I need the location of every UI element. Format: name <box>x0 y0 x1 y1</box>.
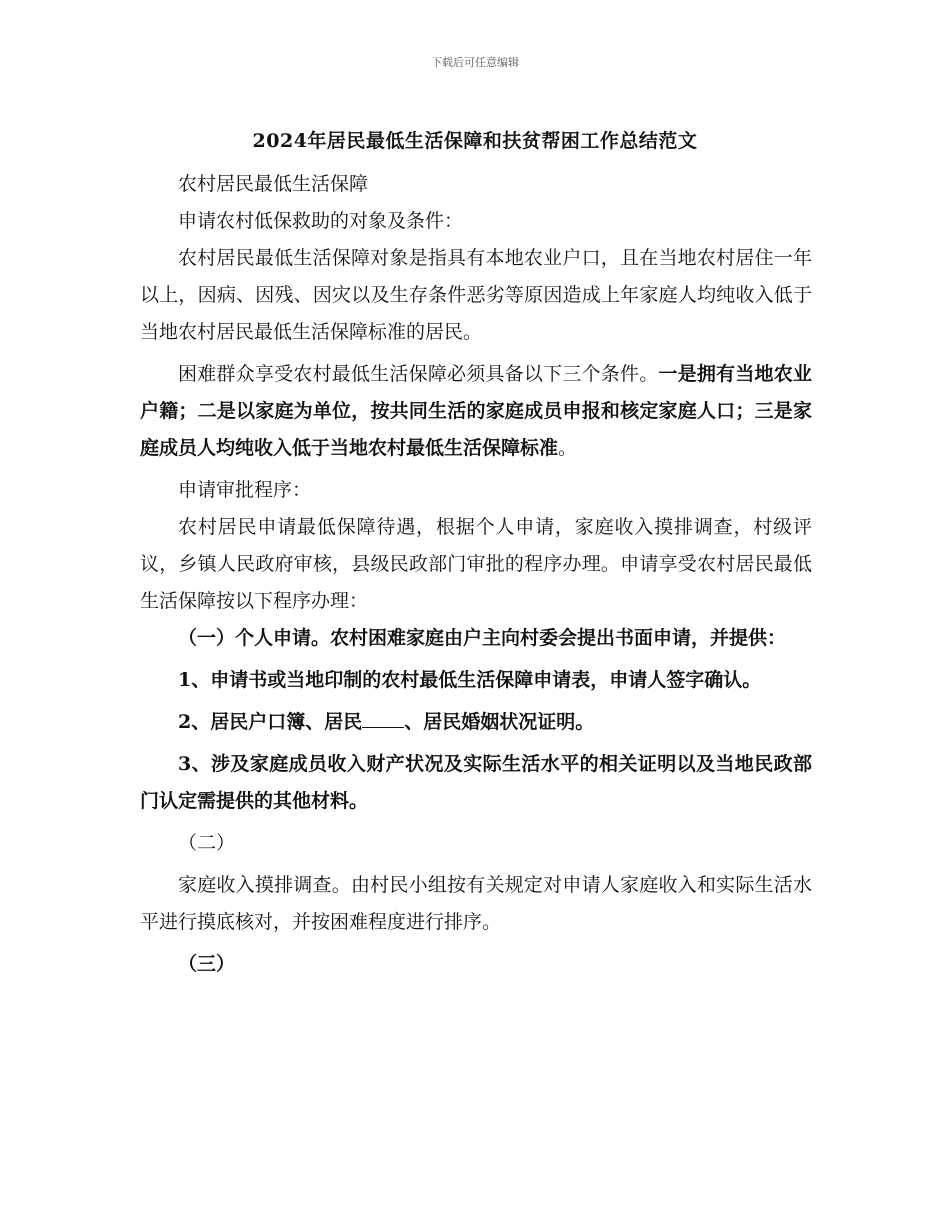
paragraph: 申请农村低保救助的对象及条件： <box>178 210 464 232</box>
blank-underline <box>362 711 404 728</box>
paragraph: 农村居民最低生活保障对象是指具有本地农业户口，且在当地农村居住一年以上，因病、因残、因灾以及生存条件恶劣等原因造成上年家庭人均纯收入低于当地农村居民最低生活保障标准的居民。 <box>140 247 812 343</box>
header-note: 下载后可任意编辑 <box>431 56 519 69</box>
document-title: 2024年居民最低生活保障和扶贫帮困工作总结范文 <box>252 130 698 152</box>
paragraph: 家庭收入摸排调查。由村民小组按有关规定对申请人家庭收入和实际生活水平进行摸底核对，并按困难程度进行排序。 <box>140 874 812 933</box>
document-body <box>140 166 812 983</box>
paragraph-text: 2、居民户口簿、居民 <box>178 711 363 733</box>
paragraph: 3、涉及家庭成员收入财产状况及实际生活水平的相关证明以及当地民政部门认定需提供的其他材料。 <box>140 753 812 812</box>
paragraph-text: 。 <box>558 437 578 459</box>
paragraph-bold-text: 一是拥有当地农业户籍；二是以家庭为单位，按共同生活的家庭成员申报和核定家庭人口；三是家庭成员人均纯收入低于当地农村最低生活保障标准 <box>140 363 812 459</box>
paragraph: 申请审批程序： <box>178 479 312 501</box>
paragraph-text: 、居民婚姻状况证明。 <box>404 711 595 733</box>
paragraph-text: 困难群众享受农村最低生活保障必须具备以下三个条件。 <box>178 363 659 385</box>
paragraph <box>140 356 812 467</box>
paragraph: （三） <box>178 953 236 975</box>
paragraph: 农村居民申请最低保障待遇，根据个人申请，家庭收入摸排调查，村级评议，乡镇人民政府审核，县级民政部门审批的程序办理。申请享受农村居民最低生活保障按以下程序办理： <box>140 516 812 612</box>
paragraph: （二） <box>178 832 236 854</box>
paragraph <box>140 704 812 741</box>
paragraph: （一）个人申请。农村困难家庭由户主向村委会提出书面申请，并提供： <box>178 627 787 649</box>
paragraph: 1、申请书或当地印制的农村最低生活保障申请表，申请人签字确认。 <box>178 669 762 691</box>
paragraph: 农村居民最低生活保障 <box>178 173 369 195</box>
